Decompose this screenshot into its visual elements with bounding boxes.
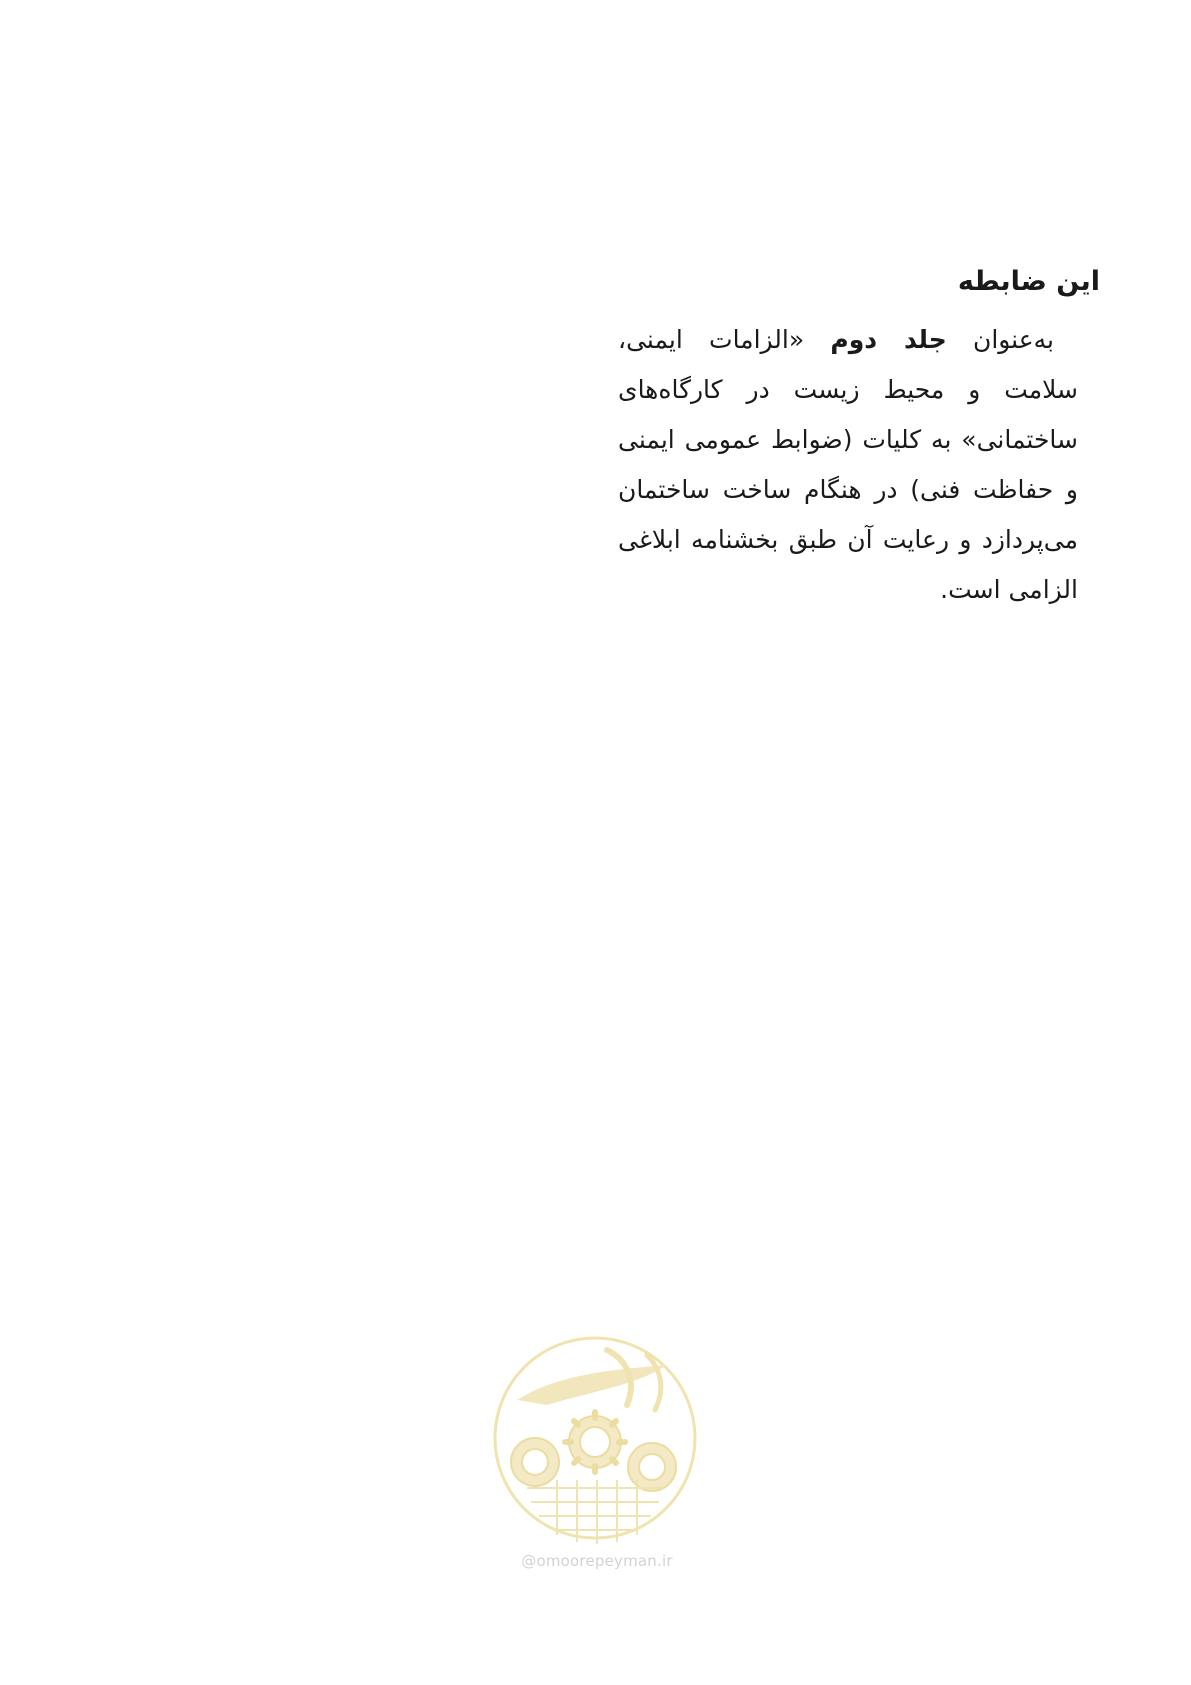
intro-paragraph: [618, 315, 1078, 615]
paragraph-text-rest: «الزامات ایمنی، سلامت و محیط زیست در کارگاه‌های ساختمانی» به کلیات (ضوابط عمومی ایمنی و حفاظت فنی) در هنگام ساخت ساختمان می‌پردازد و رعایت آن طبق بخشنامه ابلاغی الزامی است.: [618, 325, 1078, 604]
watermark-caption: @omoorepeyman.ir: [521, 1552, 673, 1570]
section-heading: این ضابطه: [957, 266, 1100, 297]
paragraph-text-start: به‌عنوان: [946, 325, 1054, 354]
volume-label: جلد دوم: [830, 325, 947, 354]
watermark-logo: [487, 1330, 703, 1560]
watermark-emblem-icon: [487, 1330, 703, 1552]
